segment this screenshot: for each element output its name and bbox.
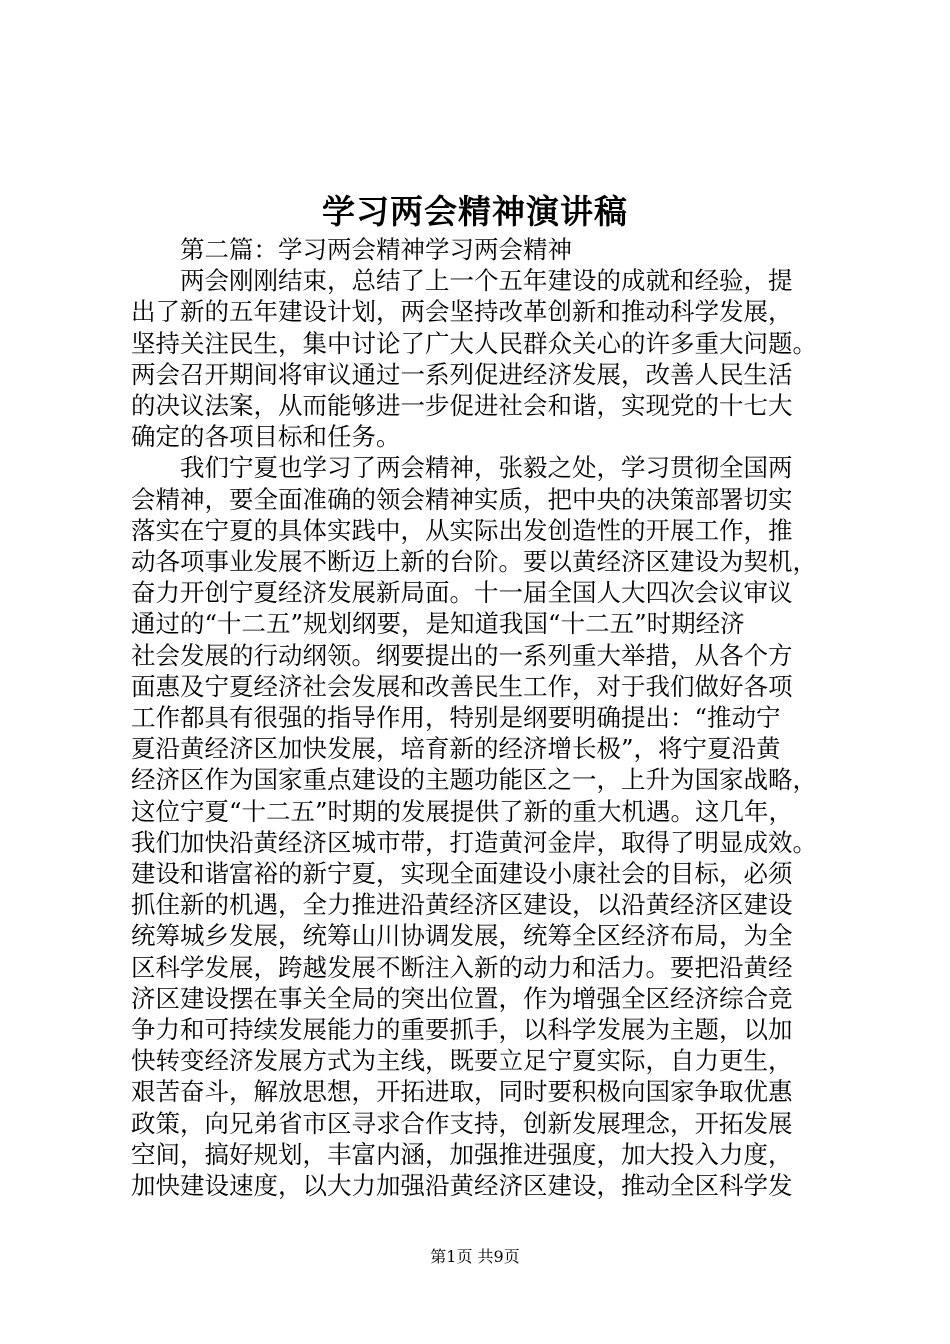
paragraph-line: 我们加快沿黄经济区城市带，打造黄河金岸，取得了明显成效。 [131,827,817,857]
paragraph-line: 出了新的五年建设计划，两会坚持改革创新和推动科学发展， [131,297,793,327]
paragraph-line: 会精神，要全面准确的领会精神实质，把中央的决策部署切实 [131,484,793,514]
paragraph-line: 空间，搞好规划，丰富内涵，加强推进强度，加大投入力度， [131,1139,793,1169]
paragraph-line: 社会发展的行动纲领。纲要提出的一系列重大举措，从各个方 [131,640,793,670]
paragraph-line: 两会刚刚结束，总结了上一个五年建设的成就和经验，提 [180,266,793,296]
paragraph-line: 统筹城乡发展，统筹山川协调发展，统筹全区经济布局，为全 [131,921,793,951]
paragraph-line: 夏沿黄经济区加快发展，培育新的经济增长极”，将宁夏沿黄 [131,734,781,764]
page-number-footer: 第1页 共9页 [430,1247,520,1266]
section-heading: 第二篇：学习两会精神学习两会精神 [180,235,572,264]
paragraph-line: 这位宁夏“十二五”时期的发展提供了新的重大机遇。这几年， [131,796,794,826]
paragraph-line: 确定的各项目标和任务。 [131,422,401,452]
document-title: 学习两会精神演讲稿 [322,192,628,231]
paragraph-line: 两会召开期间将审议通过一系列促进经济发展，改善人民生活 [131,359,793,389]
paragraph-line: 经济区作为国家重点建设的主题功能区之一，上升为国家战略， [131,765,817,795]
paragraph-line: 加快建设速度，以大力加强沿黄经济区建设，推动全区科学发 [131,1171,793,1201]
paragraph-line: 艰苦奋斗，解放思想，开拓进取，同时要积极向国家争取优惠 [131,1077,793,1107]
paragraph-line: 奋力开创宁夏经济发展新局面。十一届全国人大四次会议审议 [131,578,793,608]
document-body [131,234,837,1201]
paragraph-line: 争力和可持续发展能力的重要抓手，以科学发展为主题，以加 [131,1015,793,1045]
paragraph-line: 区科学发展，跨越发展不断注入新的动力和活力。要把沿黄经 [131,952,793,982]
paragraph-line: 面惠及宁夏经济社会发展和改善民生工作，对于我们做好各项 [131,671,793,701]
paragraph-line: 济区建设摆在事关全局的突出位置，作为增强全区经济综合竞 [131,983,793,1013]
paragraph-line: 通过的“十二五”规划纲要，是知道我国“十二五”时期经济 [131,609,745,639]
paragraph-line: 的决议法案，从而能够进一步促进社会和谐，实现党的十七大 [131,391,793,421]
paragraph-line: 建设和谐富裕的新宁夏，实现全面建设小康社会的目标，必须 [131,859,793,889]
paragraph-line: 工作都具有很强的指导作用，特别是纲要明确提出：“推动宁 [131,703,781,733]
paragraph-line: 抓住新的机遇，全力推进沿黄经济区建设，以沿黄经济区建设 [131,890,793,920]
paragraph-line: 政策，向兄弟省市区寻求合作支持，创新发展理念，开拓发展 [131,1108,793,1138]
paragraph-line: 落实在宁夏的具体实践中，从实际出发创造性的开展工作，推 [131,515,793,545]
paragraph-line: 快转变经济发展方式为主线，既要立足宁夏实际，自力更生， [131,1046,793,1076]
paragraph-line: 动各项事业发展不断迈上新的台阶。要以黄经济区建设为契机， [131,547,817,577]
paragraph-line: 坚持关注民生，集中讨论了广大人民群众关心的许多重大问题。 [131,328,817,358]
paragraph-line: 我们宁夏也学习了两会精神，张毅之处，学习贯彻全国两 [180,453,793,483]
